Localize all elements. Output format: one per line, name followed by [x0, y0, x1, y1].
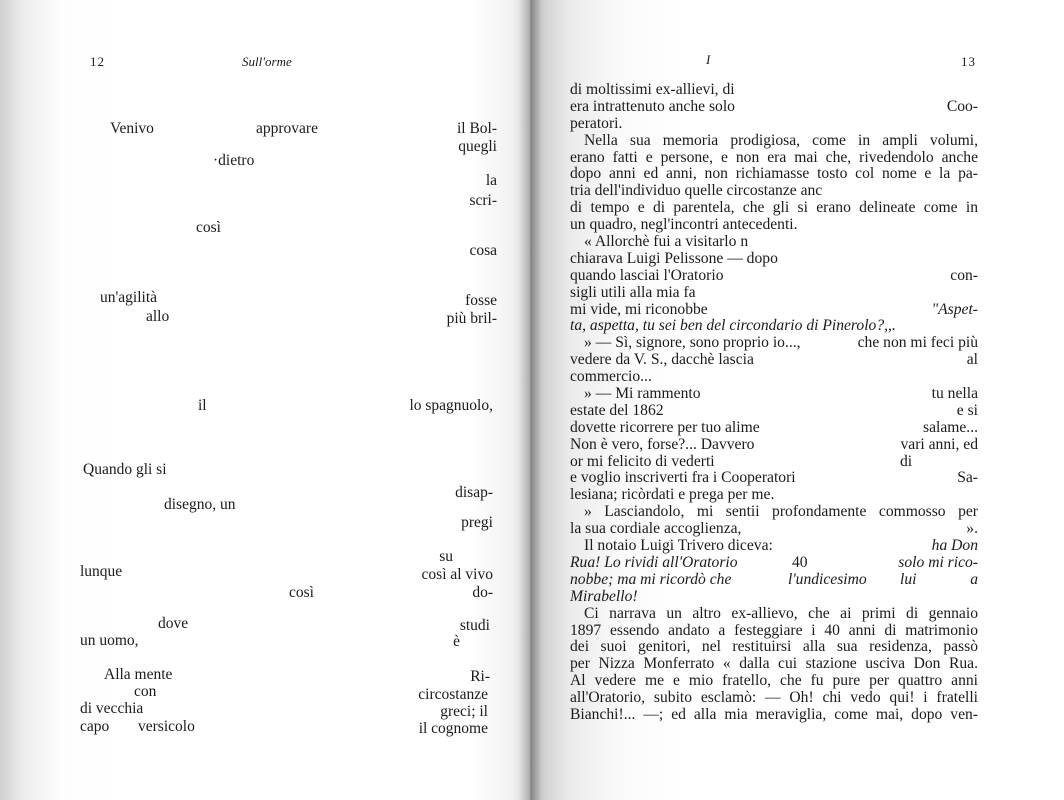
text-segment: chiarava Luigi Pelissone — dopo [570, 249, 778, 267]
text-line: ta, aspetta, tu sei ben del circondario di Pinerolo?,,. [570, 317, 896, 335]
text-segment: salame... [923, 418, 978, 436]
text-segment: or mi felicito di vederti [570, 452, 715, 470]
text-segment: Rua! Lo rividi all'Oratorio [570, 553, 738, 571]
left-fragment: fosse [465, 292, 497, 309]
left-fragment: disegno, un [164, 496, 236, 513]
text-segment: sigli utili alla mia fa [570, 283, 696, 301]
left-running-head: Sull'orme [242, 54, 292, 69]
left-fragment: allo [146, 308, 170, 325]
text-line: all'Oratorio, subito esclamò: — Oh! chi vedo qui! i fratelli [570, 689, 978, 707]
text-line [570, 386, 978, 403]
text-segment: Sa- [957, 469, 978, 487]
text-segment: a [970, 570, 978, 588]
text-segment: quando lasciai l'Oratorio [570, 266, 724, 284]
text-segment: commercio... [570, 368, 652, 386]
text-line: dei suoi genitori, nel restituirsi alla sua residenza, passò [570, 638, 978, 656]
left-fragment: il [198, 397, 207, 414]
left-fragment: cosa [469, 242, 497, 259]
text-line [570, 335, 978, 352]
text-line: Mirabello! [570, 587, 638, 605]
left-fragment: su [439, 548, 453, 565]
left-fragment: così [289, 584, 314, 601]
text-segment: era intrattenuto anche solo [570, 97, 735, 115]
left-fragment: il cognome [418, 720, 488, 737]
text-line: per Nizza Monferrato « dalla cui stazione usciva Don Rua. [570, 655, 978, 673]
text-line [570, 82, 978, 99]
left-fragment: greci; il [440, 703, 488, 720]
text-segment: che non mi feci più [857, 334, 978, 352]
text-segment: ha Don [931, 537, 978, 555]
left-fragment: il Bol- [456, 120, 497, 137]
right-page-number: 13 [961, 54, 976, 69]
left-page-number: 12 [90, 54, 105, 69]
left-fragment: così al vivo [421, 566, 493, 583]
text-segment: nobbe; ma mi ricordò che [570, 570, 732, 588]
left-fragment: disap- [455, 484, 493, 501]
left-fragment: di vecchia [80, 700, 144, 717]
text-segment: di moltissimi ex-allievi, di [570, 81, 735, 98]
text-segment: ». [966, 520, 978, 538]
text-segment: lui [900, 570, 917, 588]
text-segment: di [900, 452, 913, 470]
text-segment: "Aspet- [931, 300, 978, 318]
text-line: 1897 essendo andato a festeggiare i 40 anni di matrimonio [570, 621, 978, 639]
text-line [570, 99, 978, 116]
text-segment: un quadro, negl'incontri antecedenti. [570, 216, 798, 234]
text-line [570, 302, 978, 319]
left-fragment: così [196, 219, 221, 236]
left-fragment: pregi [461, 514, 493, 531]
left-fragment: approvare [256, 120, 318, 137]
text-segment: tu nella [931, 385, 978, 403]
left-fragment: Alla mente [104, 666, 173, 683]
left-fragment: dove [158, 615, 189, 632]
left-fragment: Ri- [470, 668, 490, 685]
text-line: di tempo e di parentela, che gli si erano delineate come in [570, 199, 978, 217]
left-fragment: versicolo [138, 718, 195, 735]
left-fragment: scri- [469, 192, 497, 209]
text-segment: vedere da V. S., dacchè lascia [570, 351, 754, 369]
left-fragment: lo spagnuolo, [409, 397, 493, 414]
left-fragment: quegli [458, 138, 497, 155]
text-line [570, 183, 978, 200]
left-fragment: un uomo, [80, 632, 139, 649]
text-line [570, 420, 978, 437]
left-fragment: capo [80, 718, 110, 735]
left-fragment: un'agilità [100, 289, 158, 306]
text-segment: » — Sì, signore, sono proprio io..., [584, 334, 801, 352]
text-line: Nella sua memoria prodigiosa, come in ampli volumi, [584, 131, 978, 149]
text-line: erano fatti e persone, e non era mai che, rivedendolo anche [570, 148, 978, 166]
text-line: Ci narrava un altro ex-allievo, che ai primi di gennaio [584, 604, 978, 622]
text-segment: 40 [792, 553, 808, 571]
text-segment: con- [950, 266, 978, 284]
text-line [570, 538, 978, 555]
text-segment: Coo- [946, 97, 978, 115]
text-segment: peratori. [570, 114, 623, 132]
text-segment: mi vide, mi riconobbe [570, 300, 708, 318]
left-fragment: ·dietro [213, 152, 255, 169]
left-fragment: lunque [80, 563, 123, 580]
left-fragment: circostanze [418, 686, 488, 703]
text-line: Bianchi!... —; ed alla mia meraviglia, come mai, dopo ven- [570, 705, 978, 723]
left-fragment: do- [472, 584, 493, 601]
text-line [570, 572, 978, 589]
text-segment: dovette ricorrere per tuo alime [570, 418, 760, 436]
text-line [570, 251, 978, 268]
text-line [570, 403, 978, 420]
text-line [570, 487, 978, 504]
text-segment: » — Mi rammento [584, 385, 701, 403]
text-line [570, 521, 978, 538]
text-line [570, 454, 978, 471]
text-segment: la sua cordiale accoglienza, [570, 520, 742, 538]
book-gutter [518, 0, 542, 800]
right-body-text [570, 82, 978, 724]
text-segment: tria dell'individuo quelle circostanze anc [570, 182, 823, 200]
text-line [570, 268, 978, 285]
text-line [570, 470, 978, 487]
text-line [570, 234, 978, 251]
left-page [0, 0, 530, 800]
text-line [570, 116, 978, 133]
text-segment: lesiana; ricòrdati e prega per me. [570, 486, 775, 504]
text-line: » Lasciandolo, mi sentii profondamente commosso per [584, 503, 978, 521]
right-running-head: I [706, 52, 711, 67]
text-segment: vari anni, ed [900, 435, 978, 453]
left-fragment: la [485, 172, 497, 189]
left-fragment: è [453, 633, 460, 650]
text-segment: al [966, 351, 978, 369]
text-segment: l'undicesimo [788, 570, 867, 588]
left-fragment: Venivo [110, 120, 154, 137]
left-fragment: Quando gli si [83, 461, 167, 478]
text-line: Al vedere me e mio fratello, che fu pure per quattro anni [570, 672, 978, 690]
left-fragment: studi [459, 617, 490, 634]
text-segment: e si [956, 401, 978, 419]
text-line [570, 369, 978, 386]
text-line: dopo anni ed anni, non richiamasse tosto col nome e la pa- [570, 165, 978, 183]
text-line [570, 217, 978, 234]
text-line [570, 285, 978, 302]
text-segment: Il notaio Luigi Trivero diceva: [584, 537, 773, 555]
left-fragment: con [134, 683, 157, 700]
text-line [570, 437, 978, 454]
text-line [570, 555, 978, 572]
left-fragment: più bril- [446, 310, 497, 327]
text-line [570, 352, 978, 369]
text-segment: estate del 1862 [570, 401, 664, 419]
text-segment: Non è vero, forse?... Davvero [570, 435, 755, 453]
text-segment: solo mi rico- [898, 553, 978, 571]
text-segment: « Allorchè fui a visitarlo n [584, 233, 749, 251]
text-segment: e voglio inscriverti fra i Cooperatori [570, 469, 796, 487]
